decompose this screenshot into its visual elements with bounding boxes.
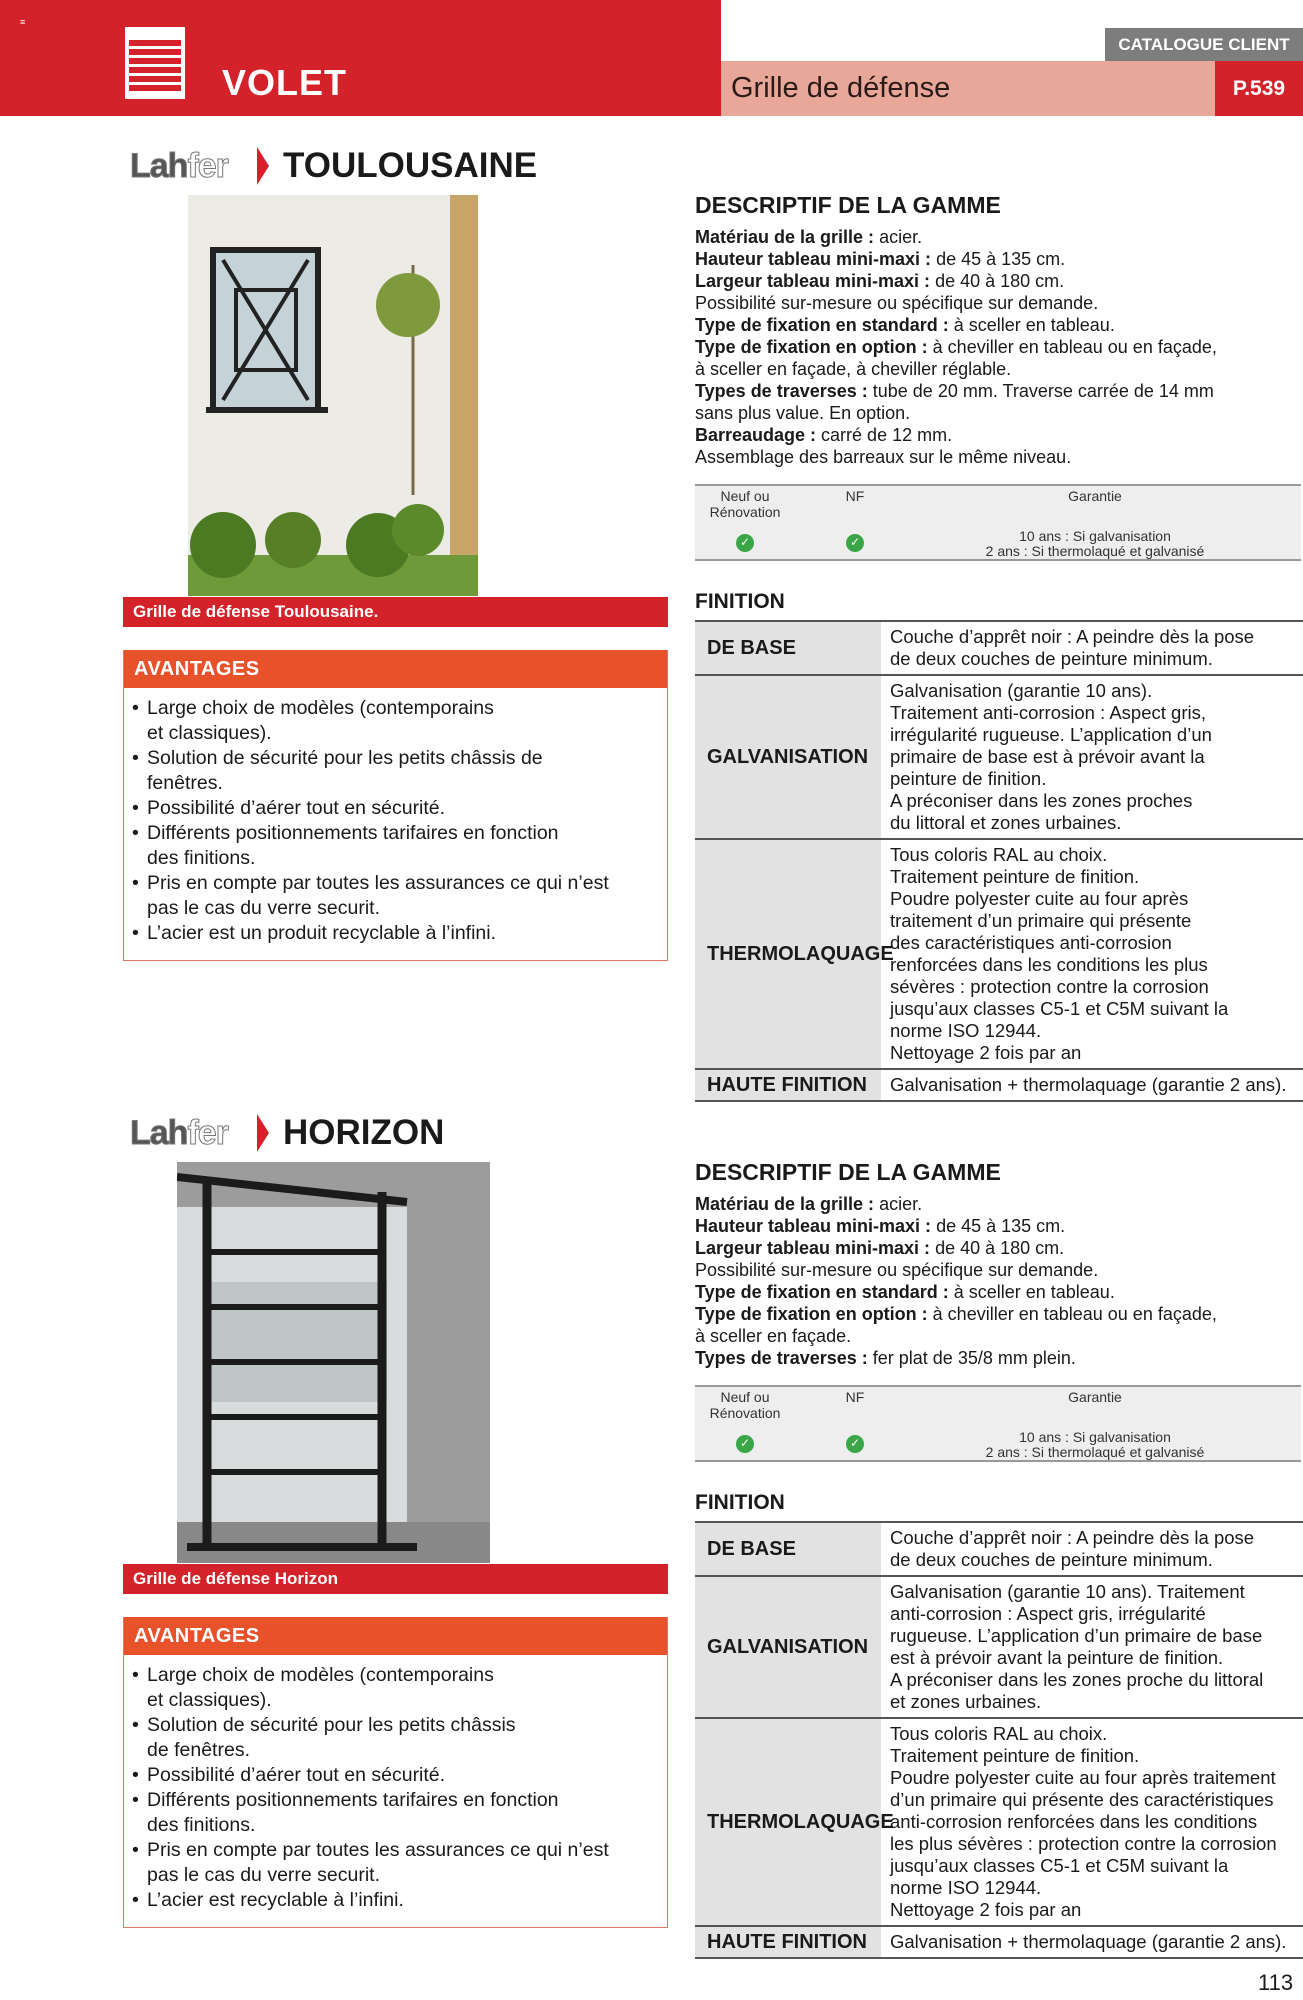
finish-line: Galvanisation (garantie 10 ans). bbox=[890, 680, 1153, 701]
description-label: Matériau de la grille : bbox=[695, 227, 875, 247]
guarantee-value-2: 2 ans : Si thermolaqué et galvanisé bbox=[985, 543, 1205, 559]
description-line bbox=[695, 1281, 1303, 1303]
description-value: Assemblage des barreaux sur le même niveau. bbox=[695, 447, 1072, 467]
finish-line: et zones urbaines. bbox=[890, 1691, 1042, 1712]
finish-line: de deux couches de peinture minimum. bbox=[890, 1549, 1213, 1570]
advantage-item: • Possibilité d’aérer tout en sécurité. bbox=[132, 1763, 667, 1788]
description-column bbox=[695, 192, 1303, 1102]
guarantee-header-nf: NF bbox=[845, 1389, 865, 1405]
photo-caption: Grille de défense Horizon bbox=[123, 1564, 668, 1594]
finish-line: du littoral et zones urbaines. bbox=[890, 812, 1122, 833]
finish-description bbox=[881, 1577, 1303, 1717]
check-icon: ✓ bbox=[736, 534, 754, 552]
advantage-item: • Possibilité d’aérer tout en sécurité. bbox=[132, 796, 667, 821]
description-line bbox=[695, 292, 1303, 314]
finish-label: DE BASE bbox=[695, 622, 881, 674]
advantage-item: pas le cas du verre securit. bbox=[147, 897, 381, 919]
finish-line: renforcées dans les conditions les plus bbox=[890, 954, 1208, 975]
description-value: Possibilité sur-mesure ou spécifique sur demande. bbox=[695, 1260, 1099, 1280]
description-label: Hauteur tableau mini-maxi : bbox=[695, 1216, 932, 1236]
finish-line: irrégularité rugueuse. L’application d’un bbox=[890, 724, 1212, 745]
finish-label: HAUTE FINITION bbox=[695, 1070, 881, 1100]
description-value: acier. bbox=[874, 1194, 923, 1214]
advantages-title: AVANTAGES bbox=[124, 1617, 667, 1655]
product-name: TOULOUSAINE bbox=[283, 146, 538, 185]
guarantee-value-1: 10 ans : Si galvanisation bbox=[1019, 1429, 1171, 1445]
advantages-title: AVANTAGES bbox=[124, 650, 667, 688]
brand-logo bbox=[130, 1114, 245, 1153]
advantages-list bbox=[124, 1655, 667, 1913]
description-line bbox=[695, 358, 1303, 380]
page-number: 113 bbox=[1258, 1970, 1294, 1995]
finish-row bbox=[695, 1523, 1303, 1577]
chevron-right-icon bbox=[257, 147, 269, 185]
guarantee-table bbox=[695, 1385, 1301, 1462]
guarantee-value-1: 10 ans : Si galvanisation bbox=[1019, 528, 1171, 544]
description-label: Largeur tableau mini-maxi : bbox=[695, 1238, 931, 1258]
description-value: de 45 à 135 cm. bbox=[931, 1216, 1066, 1236]
finish-line: norme ISO 12944. bbox=[890, 1877, 1042, 1898]
description-value: acier. bbox=[874, 227, 923, 247]
description-value: sans plus value. En option. bbox=[695, 403, 911, 423]
category-title: Grille de défense bbox=[721, 61, 1215, 116]
description-line bbox=[695, 1259, 1303, 1281]
advantage-item: • Différents positionnements tarifaires en fonction bbox=[132, 821, 667, 846]
finish-line: Tous coloris RAL au choix. bbox=[890, 844, 1108, 865]
description-label: Type de fixation en standard : bbox=[695, 1282, 949, 1302]
finish-line: des caractéristiques anti-corrosion bbox=[890, 932, 1172, 953]
finish-line: norme ISO 12944. bbox=[890, 1020, 1042, 1041]
finish-description bbox=[881, 622, 1303, 674]
advantage-item: • Pris en compte par toutes les assurances ce qui n’est bbox=[132, 1838, 667, 1863]
finish-label: HAUTE FINITION bbox=[695, 1927, 881, 1957]
description-line bbox=[695, 1237, 1303, 1259]
guarantee-table bbox=[695, 484, 1301, 561]
finish-row bbox=[695, 1927, 1303, 1959]
finish-line: primaire de base est à prévoir avant la bbox=[890, 746, 1205, 767]
description-value: à sceller en tableau. bbox=[948, 315, 1115, 335]
finish-line: Galvanisation + thermolaquage (garantie 2 ans). bbox=[890, 1074, 1287, 1095]
description-line bbox=[695, 380, 1303, 402]
guarantee-header-nf: NF bbox=[845, 488, 865, 504]
finish-table bbox=[695, 1521, 1303, 1959]
check-icon: ✓ bbox=[846, 1435, 864, 1453]
finish-line: les plus sévères : protection contre la corrosion bbox=[890, 1833, 1277, 1854]
guarantee-value-2: 2 ans : Si thermolaqué et galvanisé bbox=[985, 1444, 1205, 1460]
finish-line: jusqu’aux classes C5-1 et C5M suivant la bbox=[890, 1855, 1229, 1876]
advantage-item: • L’acier est recyclable à l’infini. bbox=[132, 1888, 667, 1913]
guarantee-header-renovation: Neuf ou Rénovation bbox=[709, 1389, 781, 1421]
description-label: Matériau de la grille : bbox=[695, 1194, 875, 1214]
finish-line: peinture de finition. bbox=[890, 768, 1047, 789]
advantage-item: • Solution de sécurité pour les petits châssis bbox=[132, 1713, 667, 1738]
brand-logo bbox=[130, 147, 245, 186]
brand-logo-part-b: fer bbox=[187, 146, 228, 185]
description-line bbox=[695, 1303, 1303, 1325]
finish-label: GALVANISATION bbox=[695, 1577, 881, 1717]
advantage-item: et classiques). bbox=[147, 1689, 272, 1711]
advantage-item: • Pris en compte par toutes les assurances ce qui n’est bbox=[132, 871, 667, 896]
description-value: à cheviller en tableau ou en façade, bbox=[927, 337, 1217, 357]
finish-line: Galvanisation + thermolaquage (garantie 2 ans). bbox=[890, 1931, 1287, 1952]
guarantee-header-garantie: Garantie bbox=[1068, 1389, 1122, 1405]
finish-line: Nettoyage 2 fois par an bbox=[890, 1899, 1082, 1920]
description-value: de 45 à 135 cm. bbox=[931, 249, 1066, 269]
description-title: DESCRIPTIF DE LA GAMME bbox=[695, 1159, 1001, 1185]
product-name: HORIZON bbox=[283, 1113, 445, 1152]
description-label: Largeur tableau mini-maxi : bbox=[695, 271, 931, 291]
advantage-item: • Large choix de modèles (contemporains bbox=[132, 1663, 667, 1688]
photo-caption: Grille de défense Toulousaine. bbox=[123, 597, 668, 627]
finish-line: anti-corrosion renforcées dans les conditions bbox=[890, 1811, 1258, 1832]
description-value: Possibilité sur-mesure ou spécifique sur demande. bbox=[695, 293, 1099, 313]
finish-line: de deux couches de peinture minimum. bbox=[890, 648, 1213, 669]
product-photo bbox=[177, 1162, 490, 1563]
description-line bbox=[695, 226, 1303, 248]
description-label: Barreaudage : bbox=[695, 425, 817, 445]
description-label: Types de traverses : bbox=[695, 381, 868, 401]
finish-line: Poudre polyester cuite au four après bbox=[890, 888, 1189, 909]
product-brand-row bbox=[130, 146, 537, 186]
brand-logo-part-b: fer bbox=[187, 1113, 228, 1152]
advantage-item: et classiques). bbox=[147, 722, 272, 744]
finish-description bbox=[881, 1523, 1303, 1575]
finish-line: est à prévoir avant la peinture de finition. bbox=[890, 1647, 1224, 1668]
finish-label: DE BASE bbox=[695, 1523, 881, 1575]
finish-line: Galvanisation (garantie 10 ans). Traitement bbox=[890, 1581, 1245, 1602]
description-value: fer plat de 35/8 mm plein. bbox=[867, 1348, 1076, 1368]
finish-line: A préconiser dans les zones proches bbox=[890, 790, 1193, 811]
description-line bbox=[695, 270, 1303, 292]
finish-line: rugueuse. L’application d’un primaire de base bbox=[890, 1625, 1263, 1646]
advantage-item: fenêtres. bbox=[147, 772, 223, 794]
finish-line: anti-corrosion : Aspect gris, irrégularité bbox=[890, 1603, 1206, 1624]
description-column bbox=[695, 1159, 1303, 1959]
description-value: carré de 12 mm. bbox=[816, 425, 953, 445]
finish-line: Traitement anti-corrosion : Aspect gris, bbox=[890, 702, 1206, 723]
finish-row bbox=[695, 676, 1303, 840]
finish-line: Nettoyage 2 fois par an bbox=[890, 1042, 1082, 1063]
description-line bbox=[695, 1215, 1303, 1237]
brand-logo-part-a: Lah bbox=[130, 1113, 188, 1152]
description-label: Type de fixation en option : bbox=[695, 1304, 928, 1324]
finish-line: Traitement peinture de finition. bbox=[890, 1745, 1140, 1766]
description-label: Type de fixation en option : bbox=[695, 337, 928, 357]
finish-line: jusqu’aux classes C5-1 et C5M suivant la bbox=[890, 998, 1229, 1019]
page-reference: P.539 bbox=[1215, 61, 1303, 116]
description-line bbox=[695, 1193, 1303, 1215]
finish-description bbox=[881, 1927, 1303, 1957]
chevron-right-icon bbox=[257, 1114, 269, 1152]
description-value: à cheviller en tableau ou en façade, bbox=[927, 1304, 1217, 1324]
catalogue-badge: CATALOGUE CLIENT bbox=[1105, 28, 1303, 61]
finish-line: traitement d’un primaire qui présente bbox=[890, 910, 1192, 931]
finish-row bbox=[695, 1577, 1303, 1719]
description-line bbox=[695, 314, 1303, 336]
advantage-item: • L’acier est un produit recyclable à l’infini. bbox=[132, 921, 667, 946]
section-title: VOLET bbox=[222, 62, 348, 103]
description-value: de 40 à 180 cm. bbox=[930, 271, 1065, 291]
finish-label: THERMOLAQUAGE bbox=[695, 840, 881, 1068]
finish-title: FINITION bbox=[695, 1491, 785, 1514]
advantage-item: • Large choix de modèles (contemporains bbox=[132, 696, 667, 721]
product-photo bbox=[188, 195, 478, 596]
check-icon: ✓ bbox=[846, 534, 864, 552]
finish-line: d’un primaire qui présente des caractéristiques bbox=[890, 1789, 1274, 1810]
description-line bbox=[695, 402, 1303, 424]
description-label: Hauteur tableau mini-maxi : bbox=[695, 249, 932, 269]
description-label: Type de fixation en standard : bbox=[695, 315, 949, 335]
advantage-item: des finitions. bbox=[147, 1814, 256, 1836]
description-line bbox=[695, 446, 1303, 468]
finish-line: Tous coloris RAL au choix. bbox=[890, 1723, 1108, 1744]
description-value: à sceller en façade, à cheviller réglable. bbox=[695, 359, 1012, 379]
finish-title: FINITION bbox=[695, 590, 785, 613]
advantages-box bbox=[123, 650, 668, 961]
advantages-list bbox=[124, 688, 667, 946]
description-title: DESCRIPTIF DE LA GAMME bbox=[695, 192, 1001, 218]
finish-line: A préconiser dans les zones proche du littoral bbox=[890, 1669, 1264, 1690]
guarantee-header-renovation: Neuf ou Rénovation bbox=[709, 488, 781, 520]
product-brand-row bbox=[130, 1113, 444, 1153]
check-icon: ✓ bbox=[736, 1435, 754, 1453]
description-value: à sceller en façade. bbox=[695, 1326, 852, 1346]
finish-row bbox=[695, 622, 1303, 676]
description-line bbox=[695, 248, 1303, 270]
advantage-item: pas le cas du verre securit. bbox=[147, 1864, 381, 1886]
description-line bbox=[695, 1347, 1303, 1369]
finish-label: GALVANISATION bbox=[695, 676, 881, 838]
advantage-item: • Différents positionnements tarifaires en fonction bbox=[132, 1788, 667, 1813]
product-section-horizon bbox=[0, 967, 1303, 1953]
description-line bbox=[695, 1325, 1303, 1347]
finish-line: sévères : protection contre la corrosion bbox=[890, 976, 1209, 997]
menu-icon[interactable]: ≡ bbox=[20, 17, 26, 27]
finish-description bbox=[881, 1719, 1303, 1925]
finish-line: Poudre polyester cuite au four après traitement bbox=[890, 1767, 1276, 1788]
description-line bbox=[695, 424, 1303, 446]
finish-line: Couche d’apprêt noir : A peindre dès la pose bbox=[890, 626, 1255, 647]
description-label: Types de traverses : bbox=[695, 1348, 868, 1368]
description-line bbox=[695, 336, 1303, 358]
description-value: tube de 20 mm. Traverse carrée de 14 mm bbox=[867, 381, 1214, 401]
finish-line: Traitement peinture de finition. bbox=[890, 866, 1140, 887]
brand-logo-part-a: Lah bbox=[130, 146, 188, 185]
finish-label: THERMOLAQUAGE bbox=[695, 1719, 881, 1925]
advantage-item: de fenêtres. bbox=[147, 1739, 250, 1761]
finish-line: Couche d’apprêt noir : A peindre dès la pose bbox=[890, 1527, 1255, 1548]
description-value: de 40 à 180 cm. bbox=[930, 1238, 1065, 1258]
description-value: à sceller en tableau. bbox=[948, 1282, 1115, 1302]
advantage-item: des finitions. bbox=[147, 847, 256, 869]
advantages-box bbox=[123, 1617, 668, 1928]
finish-description bbox=[881, 676, 1303, 838]
advantage-item: • Solution de sécurité pour les petits châssis de bbox=[132, 746, 667, 771]
finish-row bbox=[695, 1719, 1303, 1927]
guarantee-header-garantie: Garantie bbox=[1068, 488, 1122, 504]
